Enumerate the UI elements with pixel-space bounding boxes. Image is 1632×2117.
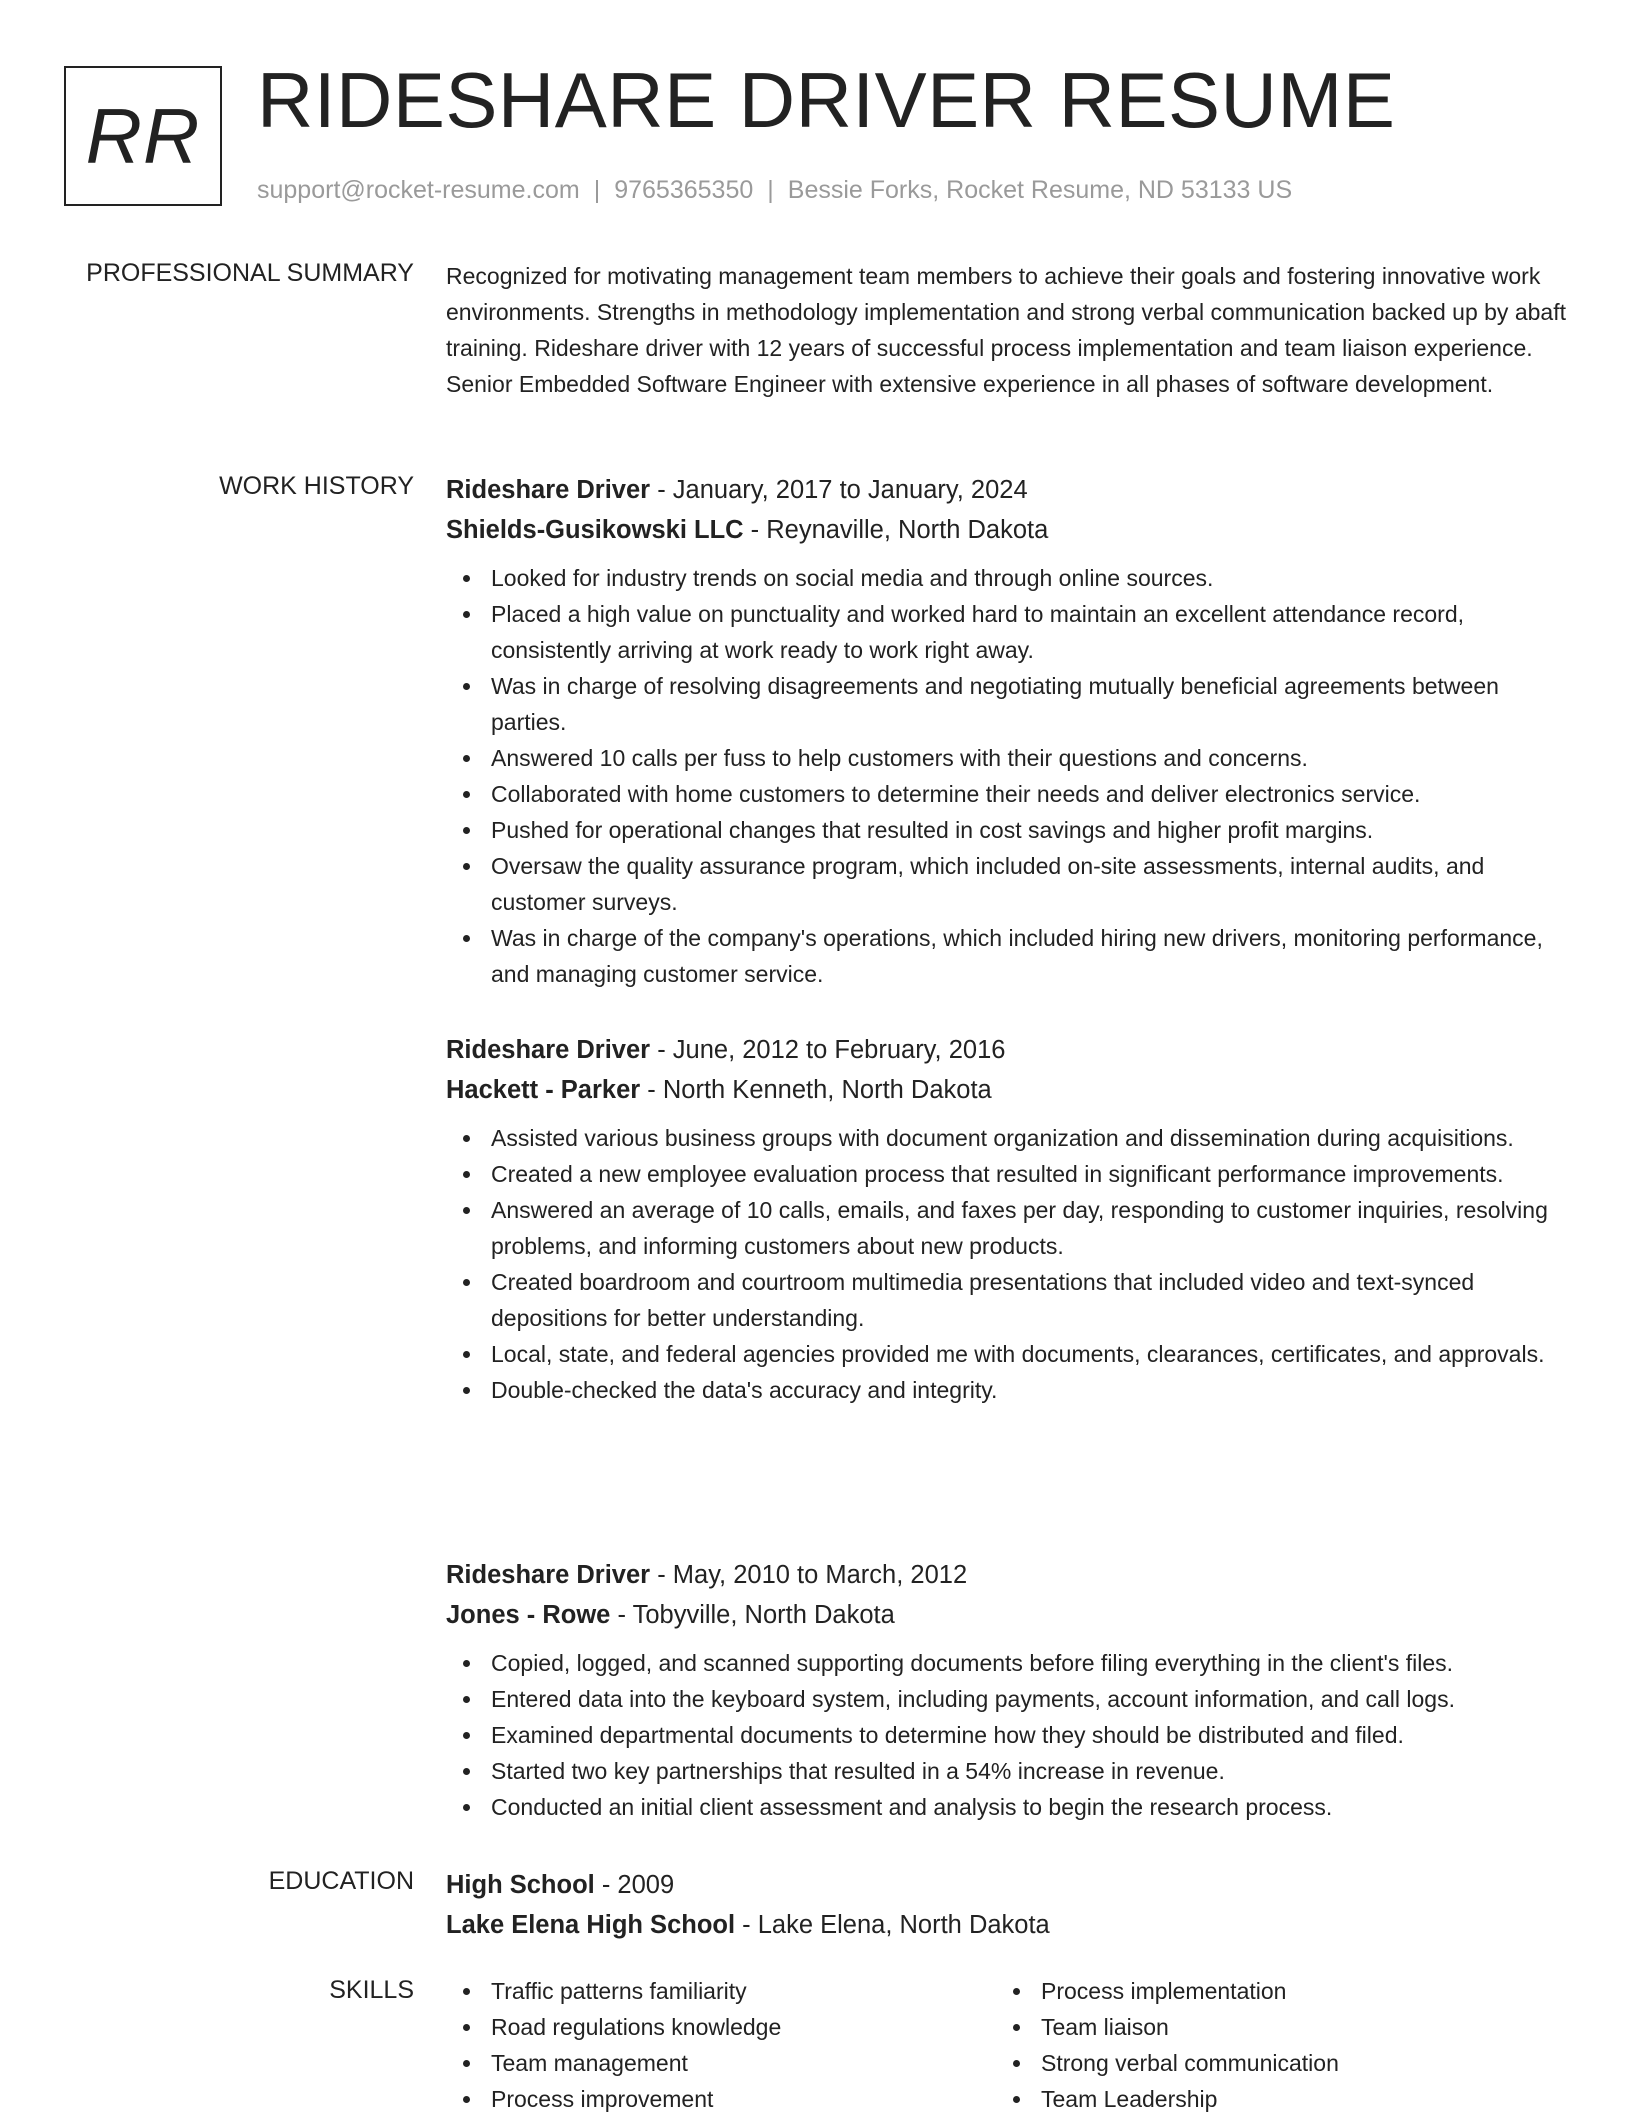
education-section-label: EDUCATION <box>268 1867 414 1895</box>
skill-item: Team management <box>446 2045 996 2081</box>
job-entry <box>446 470 1566 992</box>
job-bullets <box>446 1120 1566 1408</box>
summary-section <box>446 258 1566 402</box>
monogram-logo: RR <box>64 66 222 206</box>
job-bullet: Collaborated with home customers to determine their needs and deliver electronics service. <box>446 776 1566 812</box>
job-bullet: Examined departmental documents to determine how they should be distributed and filed. <box>446 1717 1566 1753</box>
skills-list-right <box>996 1973 1546 2117</box>
job-bullet: Conducted an initial client assessment and analysis to begin the research process. <box>446 1789 1566 1825</box>
job-title: Rideshare Driver <box>446 476 651 504</box>
job-bullet: Local, state, and federal agencies provided me with documents, clearances, certificates, and approvals. <box>446 1336 1566 1372</box>
job-title: Rideshare Driver <box>446 1036 651 1064</box>
job-bullet: Looked for industry trends on social media and through online sources. <box>446 560 1566 596</box>
skills-section <box>446 1973 1566 2117</box>
job-bullet: Oversaw the quality assurance program, which included on-site assessments, internal audits, and customer surveys. <box>446 848 1566 920</box>
summary-text: Recognized for motivating management team members to achieve their goals and fostering innovative work environments. Strengths in methodology implementation and strong verbal communication backed up by abaft training. Rideshare driver with 12 years of successful process implementation and team liaison experience. Senior Embedded Software Engineer with extensive experience in all phases of software development. <box>446 263 1566 397</box>
summary-section-label: PROFESSIONAL SUMMARY <box>86 259 414 287</box>
contact-separator: | <box>593 176 601 204</box>
contact-phone: 9765365350 <box>614 176 754 204</box>
job-dates: - June, 2012 to February, 2016 <box>650 1036 1006 1064</box>
job-company-line <box>446 1595 1566 1635</box>
contact-address: Bessie Forks, Rocket Resume, ND 53133 US <box>787 176 1293 204</box>
job-bullet: Assisted various business groups with document organization and dissemination during acquisitions. <box>446 1120 1566 1156</box>
job-bullets <box>446 560 1566 992</box>
job-company-line <box>446 1070 1566 1110</box>
education-location: - Lake Elena, North Dakota <box>735 1911 1050 1939</box>
job-bullets <box>446 1645 1566 1825</box>
job-location: - Reynaville, North Dakota <box>743 516 1049 544</box>
skill-item: Team Leadership <box>996 2081 1546 2117</box>
contact-separator: | <box>767 176 774 204</box>
education-degree-line <box>446 1865 1566 1905</box>
skill-item: Process implementation <box>996 1973 1546 2009</box>
skill-item: Team liaison <box>996 2009 1546 2045</box>
education-school: Lake Elena High School <box>446 1911 736 1939</box>
job-bullet: Placed a high value on punctuality and worked hard to maintain an excellent attendance record, consistently arriving at work ready to work right away. <box>446 596 1566 668</box>
job-bullet: Was in charge of resolving disagreements and negotiating mutually beneficial agreements between parties. <box>446 668 1566 740</box>
job-bullet: Created boardroom and courtroom multimedia presentations that included video and text-synced depositions for better understanding. <box>446 1264 1566 1336</box>
job-bullet: Was in charge of the company's operations, which included hiring new drivers, monitoring performance, and managing customer service. <box>446 920 1566 992</box>
skills-section-label: SKILLS <box>329 1976 414 2004</box>
job-title-line <box>446 1555 1566 1595</box>
job-bullet: Started two key partnerships that resulted in a 54% increase in revenue. <box>446 1753 1566 1789</box>
job-bullet: Answered an average of 10 calls, emails, and faxes per day, responding to customer inquiries, resolving problems, and informing customers about new products. <box>446 1192 1566 1264</box>
job-bullet: Pushed for operational changes that resulted in cost savings and higher profit margins. <box>446 812 1566 848</box>
skill-item: Road regulations knowledge <box>446 2009 996 2045</box>
work-history-section-label: WORK HISTORY <box>219 472 414 500</box>
job-company: Hackett - Parker <box>446 1076 641 1104</box>
page-title: RIDESHARE DRIVER RESUME <box>257 56 1396 144</box>
job-entry <box>446 1555 1566 1825</box>
job-location: - North Kenneth, North Dakota <box>640 1076 992 1104</box>
job-dates: - May, 2010 to March, 2012 <box>650 1561 968 1589</box>
skills-grid <box>446 1973 1566 2117</box>
job-location: - Tobyville, North Dakota <box>610 1601 895 1629</box>
job-title-line <box>446 1030 1566 1070</box>
job-title: Rideshare Driver <box>446 1561 651 1589</box>
contact-line <box>257 176 1292 205</box>
skills-list-left <box>446 1973 996 2117</box>
job-title-line <box>446 470 1566 510</box>
education-year: - 2009 <box>594 1871 675 1899</box>
contact-email: support@rocket-resume.com <box>257 176 580 204</box>
job-dates: - January, 2017 to January, 2024 <box>650 476 1028 504</box>
education-entry <box>446 1865 1566 1945</box>
skill-item: Traffic patterns familiarity <box>446 1973 996 2009</box>
education-degree: High School <box>446 1871 595 1899</box>
job-bullet: Answered 10 calls per fuss to help customers with their questions and concerns. <box>446 740 1566 776</box>
job-bullet: Double-checked the data's accuracy and integrity. <box>446 1372 1566 1408</box>
job-entry <box>446 1030 1566 1408</box>
job-bullet: Entered data into the keyboard system, including payments, account information, and call logs. <box>446 1681 1566 1717</box>
job-company: Shields-Gusikowski LLC <box>446 516 744 544</box>
education-school-line <box>446 1905 1566 1945</box>
job-company-line <box>446 510 1566 550</box>
job-company: Jones - Rowe <box>446 1601 611 1629</box>
skill-item: Process improvement <box>446 2081 996 2117</box>
job-bullet: Created a new employee evaluation process that resulted in significant performance improvements. <box>446 1156 1566 1192</box>
skill-item: Strong verbal communication <box>996 2045 1546 2081</box>
job-bullet: Copied, logged, and scanned supporting documents before filing everything in the client's files. <box>446 1645 1566 1681</box>
